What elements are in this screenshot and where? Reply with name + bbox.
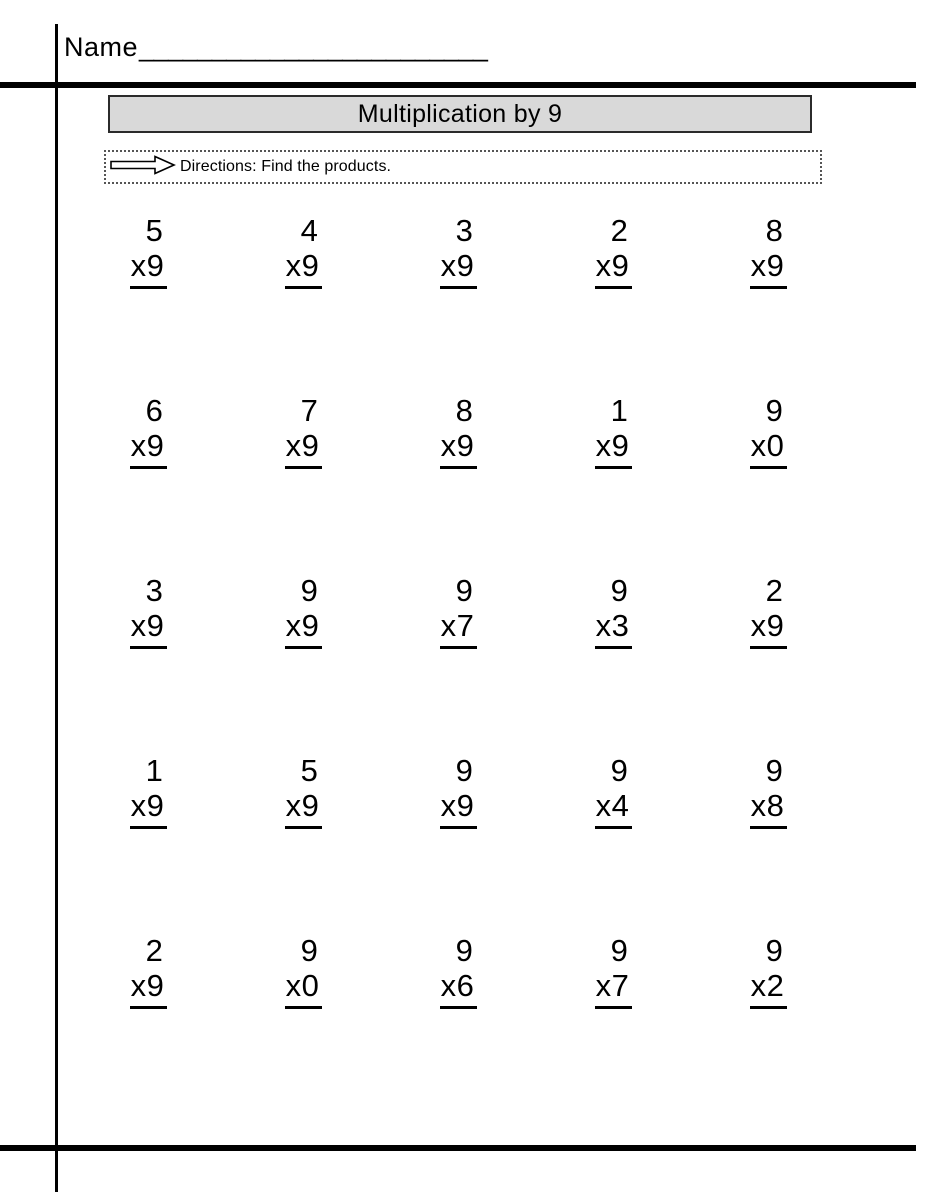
problem-cell[interactable] (71, 394, 226, 574)
problem-cell[interactable] (226, 754, 381, 934)
factor-bottom: x0 (750, 428, 788, 469)
problem-cell[interactable] (536, 394, 691, 574)
factor-bottom: x7 (440, 608, 478, 649)
problem-cell[interactable] (536, 214, 691, 394)
left-margin-line (55, 24, 58, 1192)
problem-cell[interactable] (536, 934, 691, 1114)
problem-grid (71, 214, 846, 1114)
factor-top: 9 (765, 753, 784, 788)
factor-top: 2 (765, 573, 784, 608)
problem-row (71, 934, 846, 1114)
factor-top: 7 (300, 393, 319, 428)
factor-top: 3 (455, 213, 474, 248)
factor-bottom: x6 (440, 968, 478, 1009)
factor-top: 5 (145, 213, 164, 248)
factor-bottom: x0 (285, 968, 323, 1009)
problem-cell[interactable] (381, 934, 536, 1114)
factor-top: 9 (610, 573, 629, 608)
problem-cell[interactable] (691, 214, 846, 394)
right-arrow-icon (110, 155, 176, 180)
problem-row (71, 754, 846, 934)
problem-cell[interactable] (226, 394, 381, 574)
factor-top: 1 (145, 753, 164, 788)
problem-cell[interactable] (71, 214, 226, 394)
problem-cell[interactable] (226, 934, 381, 1114)
factor-bottom: x9 (285, 428, 323, 469)
factor-top: 1 (610, 393, 629, 428)
problem-cell[interactable] (691, 574, 846, 754)
page-title: Multiplication by 9 (357, 99, 563, 128)
worksheet-title-banner (108, 95, 812, 133)
factor-bottom: x9 (595, 248, 633, 289)
factor-top: 9 (765, 393, 784, 428)
factor-bottom: x9 (440, 788, 478, 829)
factor-bottom: x9 (440, 248, 478, 289)
factor-bottom: x4 (595, 788, 633, 829)
factor-bottom: x7 (595, 968, 633, 1009)
factor-bottom: x9 (285, 608, 323, 649)
name-field-row (64, 32, 487, 63)
footer-rule (0, 1145, 916, 1151)
factor-bottom: x9 (285, 788, 323, 829)
factor-bottom: x9 (750, 248, 788, 289)
factor-top: 9 (765, 933, 784, 968)
factor-bottom: x9 (440, 428, 478, 469)
factor-bottom: x9 (285, 248, 323, 289)
factor-top: 9 (300, 933, 319, 968)
factor-bottom: x3 (595, 608, 633, 649)
name-input-blank[interactable]: ________________________ (139, 32, 488, 62)
problem-cell[interactable] (226, 214, 381, 394)
factor-top: 4 (300, 213, 319, 248)
problem-cell[interactable] (71, 574, 226, 754)
factor-bottom: x9 (750, 608, 788, 649)
factor-bottom: x2 (750, 968, 788, 1009)
problem-row (71, 574, 846, 754)
factor-top: 9 (300, 573, 319, 608)
header-rule (0, 82, 916, 88)
factor-top: 2 (610, 213, 629, 248)
problem-cell[interactable] (381, 574, 536, 754)
problem-cell[interactable] (226, 574, 381, 754)
factor-top: 9 (610, 933, 629, 968)
directions-banner (104, 150, 822, 184)
factor-top: 9 (610, 753, 629, 788)
factor-top: 2 (145, 933, 164, 968)
factor-top: 9 (455, 753, 474, 788)
factor-bottom: x8 (750, 788, 788, 829)
factor-top: 9 (455, 933, 474, 968)
problem-cell[interactable] (381, 754, 536, 934)
factor-top: 6 (145, 393, 164, 428)
problem-cell[interactable] (536, 574, 691, 754)
factor-top: 8 (455, 393, 474, 428)
problem-cell[interactable] (536, 754, 691, 934)
problem-cell[interactable] (691, 394, 846, 574)
problem-cell[interactable] (71, 754, 226, 934)
problem-cell[interactable] (71, 934, 226, 1114)
problem-cell[interactable] (691, 934, 846, 1114)
directions-text: Directions: Find the products. (180, 158, 392, 175)
factor-bottom: x9 (130, 428, 168, 469)
factor-bottom: x9 (130, 788, 168, 829)
problem-cell[interactable] (381, 394, 536, 574)
problem-cell[interactable] (381, 214, 536, 394)
factor-top: 8 (765, 213, 784, 248)
factor-bottom: x9 (130, 248, 168, 289)
problem-cell[interactable] (691, 754, 846, 934)
name-label: Name (64, 32, 139, 62)
factor-top: 9 (455, 573, 474, 608)
factor-bottom: x9 (130, 968, 168, 1009)
problem-row (71, 394, 846, 574)
factor-bottom: x9 (595, 428, 633, 469)
factor-top: 5 (300, 753, 319, 788)
problem-row (71, 214, 846, 394)
factor-bottom: x9 (130, 608, 168, 649)
factor-top: 3 (145, 573, 164, 608)
